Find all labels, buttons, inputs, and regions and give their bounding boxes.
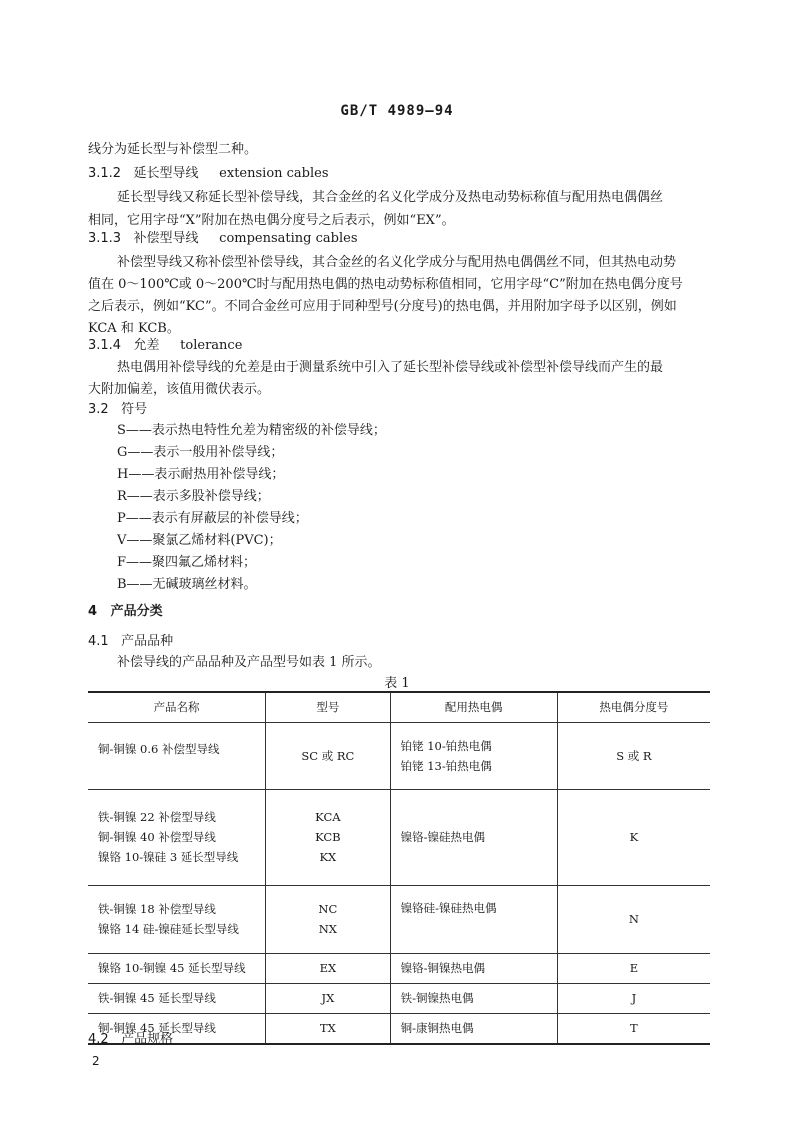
table-caption: 表 1 xyxy=(384,676,410,691)
thermocouple: 铂铑 10-铂热电偶 xyxy=(400,738,492,753)
graduation-cell xyxy=(557,1013,710,1044)
section-3-1-4-heading xyxy=(88,334,242,353)
model-cell xyxy=(266,885,390,953)
section-title-en: extension cables xyxy=(219,166,329,181)
table-row xyxy=(88,789,710,885)
section-number: 3.2 xyxy=(88,402,109,417)
section-number: 3.1.3 xyxy=(88,231,122,246)
graduation-cell xyxy=(557,722,710,789)
model-cell xyxy=(266,1013,390,1044)
header-cell: 配用热电偶 xyxy=(390,692,557,722)
paragraph-line: 补偿导线的产品品种及产品型号如表 1 所示。 xyxy=(117,655,381,670)
name-cell xyxy=(88,983,266,1013)
model-cell xyxy=(266,953,390,983)
section-title: 补偿型导线 xyxy=(133,231,199,246)
table-row xyxy=(88,983,710,1013)
product-name: 镍铬 10-镍硅 3 延长型导线 xyxy=(98,850,239,864)
table-row xyxy=(88,885,710,953)
symbol-item: F——聚四氟乙烯材料； xyxy=(117,555,257,570)
table-row xyxy=(88,953,710,983)
table-row xyxy=(88,722,710,789)
product-name: 铜-铜镍 40 补偿型导线 xyxy=(98,830,216,844)
thermocouple-cell xyxy=(390,953,557,983)
product-name: 镍铬 10-铜镍 45 延长型导线 xyxy=(98,961,246,975)
product-model: TX xyxy=(319,1021,336,1036)
graduation: K xyxy=(629,830,639,844)
name-cell xyxy=(88,722,266,789)
section-number: 4.1 xyxy=(88,634,109,649)
product-model: KX xyxy=(319,850,337,864)
section-3-1-3-heading xyxy=(88,227,358,246)
thermocouple-cell xyxy=(390,789,557,885)
model-cell xyxy=(266,983,390,1013)
paragraph-line: KCA 和 KCB。 xyxy=(88,321,180,336)
symbol-item: V——聚氯乙烯材料(PVC)； xyxy=(117,533,282,548)
chapter-title: 产品分类 xyxy=(110,604,163,619)
graduation-cell xyxy=(557,953,710,983)
product-model: NX xyxy=(318,922,337,936)
name-cell xyxy=(88,953,266,983)
section-title-en: compensating cables xyxy=(219,231,358,246)
thermocouple: 镍铬硅-镍硅热电偶 xyxy=(400,900,497,915)
section-number: 3.1.2 xyxy=(88,166,122,181)
paragraph-line: 大附加偏差，该值用微伏表示。 xyxy=(88,382,271,397)
product-name: 铜-铜镍 45 延长型导线 xyxy=(98,1021,216,1036)
thermocouple-cell xyxy=(390,885,557,953)
graduation: T xyxy=(630,1021,638,1036)
product-name: 铁-铜镍 18 补偿型导线 xyxy=(98,902,216,916)
section-number: 3.1.4 xyxy=(88,338,122,353)
paragraph-line: 之后表示，例如“KC”。不同合金丝可应用于同种型号(分度号)的热电偶，并用附加字母予以区别，例如 xyxy=(88,299,677,314)
section-title: 延长型导线 xyxy=(133,166,199,181)
paragraph-line: 相同，它用字母“X”附加在热电偶分度号之后表示，例如“EX”。 xyxy=(88,213,455,228)
product-model: SC 或 RC xyxy=(301,748,355,763)
thermocouple: 铁-铜镍热电偶 xyxy=(400,991,474,1005)
chapter-4-heading xyxy=(88,600,163,619)
header-cell: 产品名称 xyxy=(153,700,200,715)
page-header: GB/T 4989—94 xyxy=(340,103,454,119)
thermocouple: 镍铬-铜镍热电偶 xyxy=(400,961,485,975)
name-cell xyxy=(88,789,266,885)
paragraph-line: 延长型导线又称延长型补偿导线，其合金丝的名义化学成分及热电动势标称值与配用热电偶偶丝 xyxy=(117,190,664,205)
section-4-2-heading xyxy=(88,1028,173,1047)
symbol-item: R——表示多股补偿导线； xyxy=(117,489,270,504)
name-cell xyxy=(88,885,266,953)
section-number: 4.2 xyxy=(88,1032,109,1047)
product-name: 铁-铜镍 22 补偿型导线 xyxy=(98,810,216,824)
chapter-number: 4 xyxy=(88,604,98,619)
symbol-item: G——表示一般用补偿导线； xyxy=(117,445,284,460)
symbol-item: P——表示有屏蔽层的补偿导线； xyxy=(117,511,308,526)
thermocouple-cell xyxy=(390,722,557,789)
header-cell: 热电偶分度号 xyxy=(557,692,710,722)
page-number: 2 xyxy=(92,1054,100,1068)
header-cell: 型号 xyxy=(266,692,390,722)
graduation-cell xyxy=(557,983,710,1013)
model-cell xyxy=(266,789,390,885)
paragraph-line: 补偿型导线又称补偿型补偿导线，其合金丝的名义化学成分与配用热电偶偶丝不同，但其热电动势 xyxy=(117,255,677,270)
symbol-item: S——表示热电特性允差为精密级的补偿导线； xyxy=(117,423,386,438)
thermocouple-cell xyxy=(390,1013,557,1044)
model-cell xyxy=(266,722,390,789)
section-title: 允差 xyxy=(133,338,160,353)
product-table xyxy=(88,691,710,1045)
symbol-item: H——表示耐热用补偿导线； xyxy=(117,467,285,482)
section-3-1-2-heading xyxy=(88,162,329,181)
symbol-item: B——无碱玻璃丝材料。 xyxy=(117,577,257,592)
product-model: JX xyxy=(321,991,335,1005)
product-name: 镍铬 14 硅-镍硅延长型导线 xyxy=(98,922,239,936)
section-3-2-heading xyxy=(88,398,147,417)
product-model: EX xyxy=(319,961,337,975)
product-name: 铁-铜镍 45 延长型导线 xyxy=(98,991,216,1005)
section-4-1-heading xyxy=(88,630,173,649)
graduation: J xyxy=(631,991,637,1005)
section-title: 产品规格 xyxy=(121,1032,174,1047)
thermocouple-cell xyxy=(390,983,557,1013)
paragraph-line: 热电偶用补偿导线的允差是由于测量系统中引入了延长型补偿导线或补偿型补偿导线而产生的最 xyxy=(117,360,664,375)
section-title: 符号 xyxy=(121,402,148,417)
product-name: 铜-铜镍 0.6 补偿型导线 xyxy=(98,741,220,756)
graduation: E xyxy=(629,961,639,975)
section-title: 产品品种 xyxy=(121,634,174,649)
section-title-en: tolerance xyxy=(180,338,243,353)
intro-line: 线分为延长型与补偿型二种。 xyxy=(88,142,258,157)
graduation: S 或 R xyxy=(616,748,652,763)
product-model: KCB xyxy=(315,830,341,844)
graduation-cell xyxy=(557,789,710,885)
product-model: NC xyxy=(318,902,338,916)
graduation: N xyxy=(628,912,639,926)
table-header-row xyxy=(88,692,710,722)
thermocouple: 铜-康铜热电偶 xyxy=(400,1021,474,1036)
thermocouple: 铂铑 13-铂热电偶 xyxy=(400,758,492,773)
paragraph-line: 值在 0～100℃或 0～200℃时与配用热电偶的热电动势标称值相同，它用字母“C”附加在热电偶分度号 xyxy=(88,277,683,292)
graduation-cell xyxy=(557,885,710,953)
thermocouple: 镍铬-镍硅热电偶 xyxy=(400,830,485,844)
table-row xyxy=(88,1013,710,1044)
product-model: KCA xyxy=(315,810,341,824)
